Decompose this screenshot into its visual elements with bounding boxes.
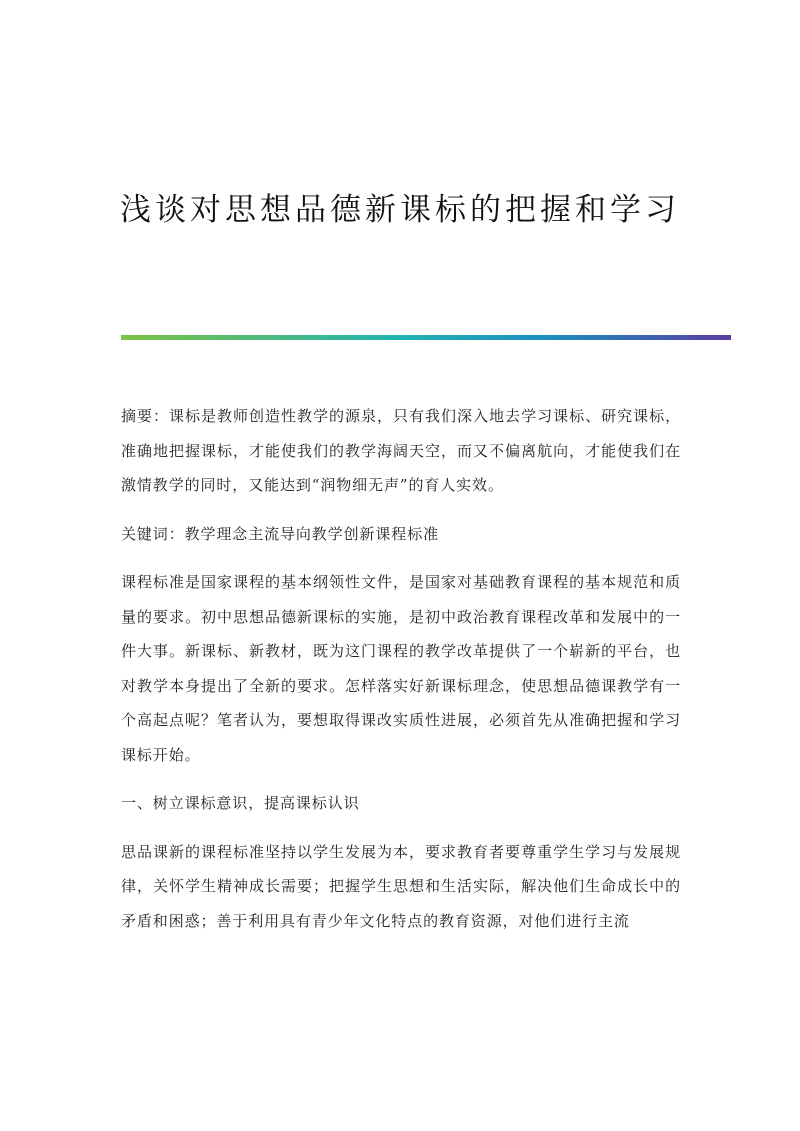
keywords-line: 关键词：教学理念主流导向教学创新课程标准 <box>121 524 440 543</box>
section-heading-1: 一、树立课标意识，提高课标认识 <box>121 794 360 812</box>
document-body <box>121 399 681 952</box>
abstract-paragraph: 摘要：课标是教师创造性教学的源泉，只有我们深入地去学习课标、研究课标，准确地把握课标，才能使我们的教学海阔天空，而又不偏离航向，才能使我们在激情教学的同时，又能达到“润物细无声”的育人实效。 <box>121 407 681 494</box>
document-title: 浅谈对思想品德新课标的把握和学习 <box>120 192 680 228</box>
title-divider <box>121 335 731 340</box>
body-paragraph-1: 课程标准是国家课程的基本纲领性文件，是国家对基础教育课程的基本规范和质量的要求。初中思想品德新课标的实施，是初中政治教育课程改革和发展中的一件大事。新课标、新教材，既为这门课程的教学改革提供了一个崭新的平台，也对教学本身提出了全新的要求。怎样落实好新课标理念，使思想品德课教学有一个高起点呢？笔者认为，要想取得课改实质性进展，必须首先从准确把握和学习课标开始。 <box>121 573 681 764</box>
body-paragraph-2: 思品课新的课程标准坚持以学生发展为本，要求教育者要尊重学生学习与发展规律，关怀学生精神成长需要；把握学生思想和生活实际，解决他们生命成长中的矛盾和困惑；善于利用具有青少年文化特点的教育资源，对他们进行主流 <box>121 842 681 930</box>
